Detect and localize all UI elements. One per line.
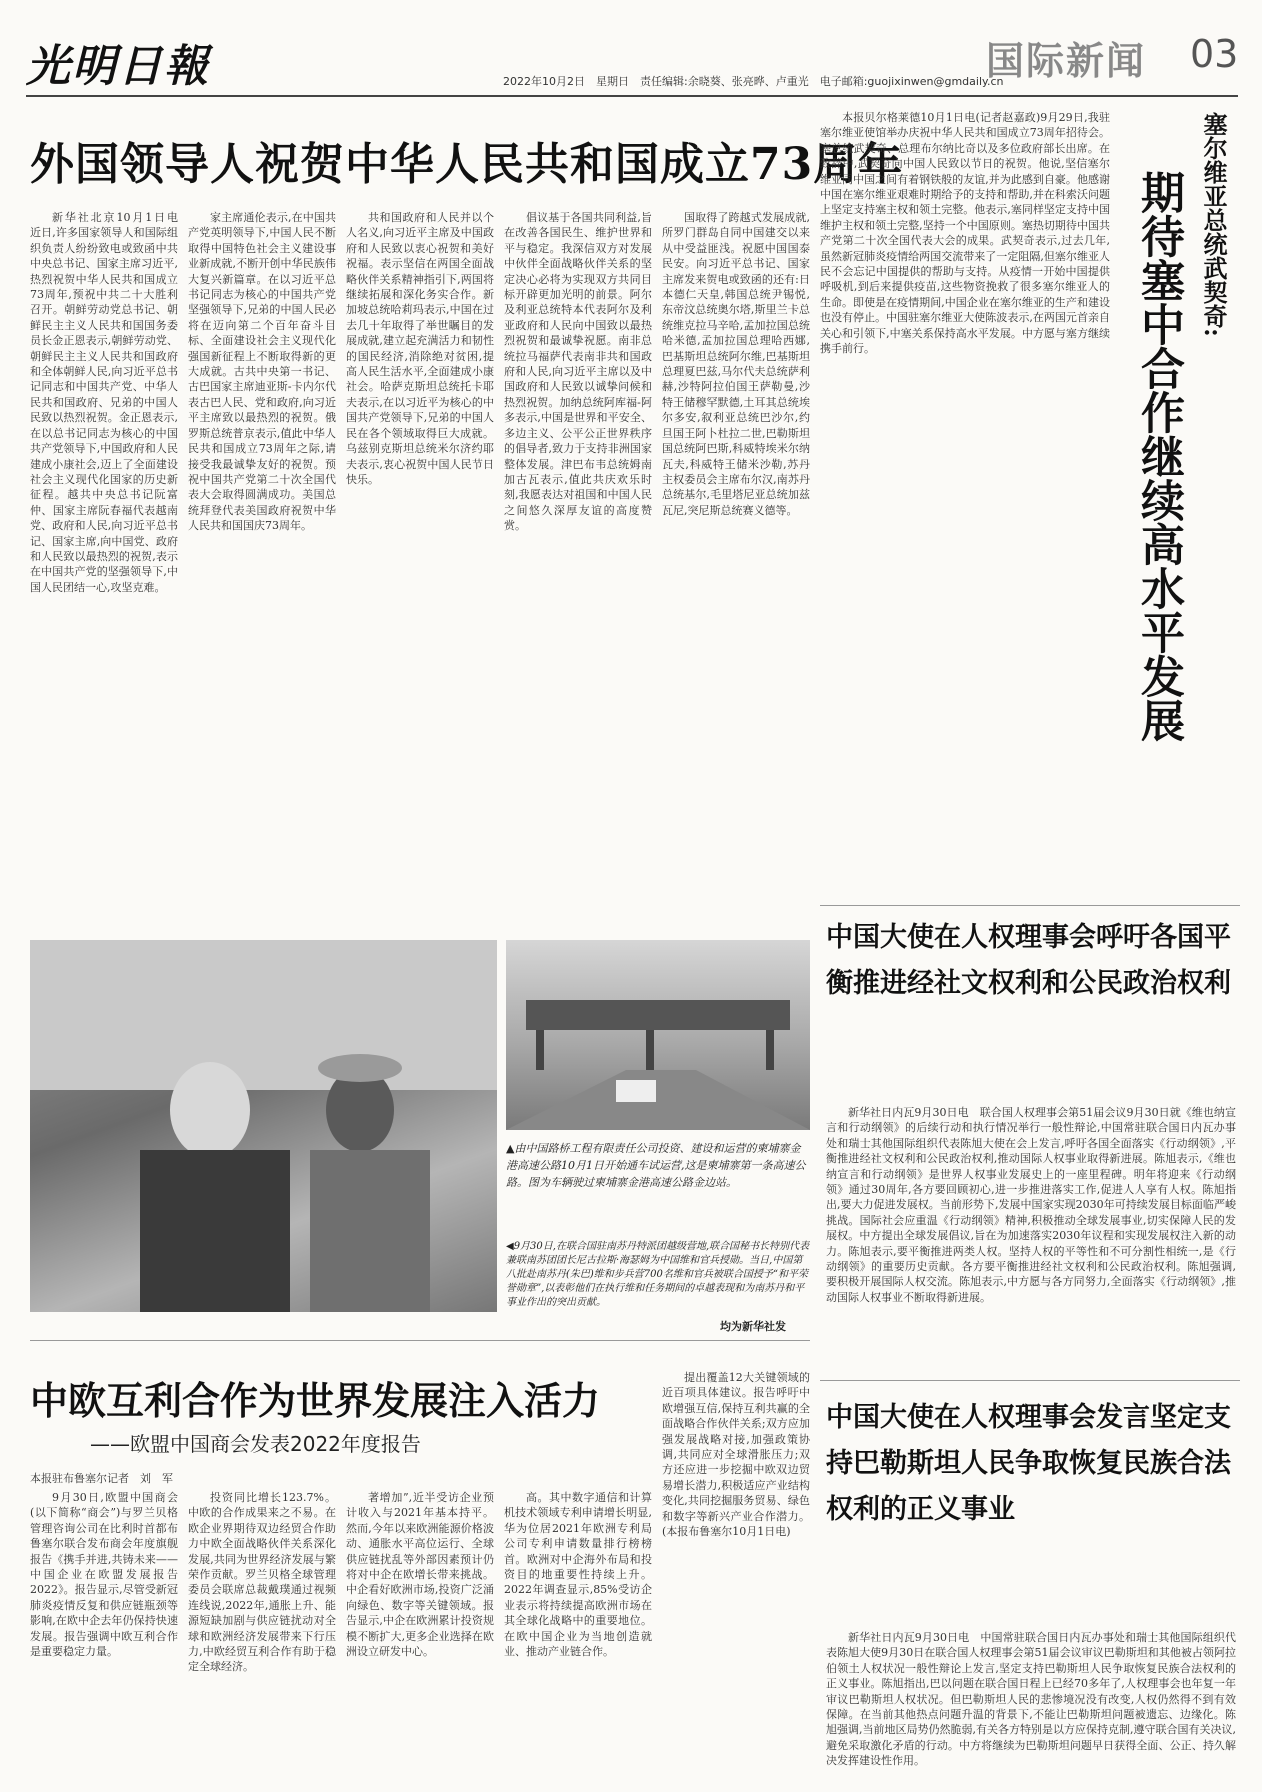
eu-article-col-5 (662, 1370, 810, 1782)
paragraph: 高。其中数字通信和计算机技术领域专利申请增长明显,华为位居2021年欧洲专利局公司专利申请数量排行榜榜首。欧洲对中企海外布局和投资目的地重要性持续上升。2022年调查显示,85%受访企业表示将持续提高欧洲市场在其全球化战略中的重要地位。在欧中国企业为当地创造就业、推动产业链合作。 (504, 1491, 652, 1659)
photo-credit: 均为新华社发 (720, 1320, 786, 1333)
paragraph: 倡议基于各国共同利益,旨在改善各国民生、维护世界和平与稳定。我深信双方对发展中伙伴全面战略伙伴关系的坚定决心必将为实现双方共同目标开辟更加光明的前景。阿尔及利亚总统特本代表阿尔及利亚政府和人民向中国致以最热烈祝贺和最诚挚祝愿。南非总统拉马福萨代表南非共和国政府和人民,向习近平主席以及中国政府和人民致以诚挚问候和热烈祝贺。加纳总统阿库福-阿多表示,中国是世界和平安全、多边主义、公平公正世界秩序的倡导者,致力于支持非洲国家整体发展。津巴布韦总统姆南加古瓦表示,值此共庆欢乐时刻,我愿表达对祖国和中国人民之间悠久深厚友谊的高度赞赏。 (504, 211, 652, 533)
paragraph: 9月30日,欧盟中国商会(以下简称“商会”)与罗兰贝格管理咨询公司在比利时首都布鲁塞尔联合发布商会年度旗舰报告《携手并进,共铸未来——中国企业在欧盟发展报告2022》。报告显示,尽管受新冠肺炎疫情反复和供应链瓶颈等影响,在欧中企去年仍保持快速发展。报告强调中欧互利合作是重要稳定力量。 (30, 1491, 178, 1659)
eu-subtitle: ——欧盟中国商会发表2022年度报告 (90, 1432, 421, 1456)
eu-byline: 本报驻布鲁塞尔记者 刘 军 (30, 1472, 173, 1485)
expressway-photo (506, 940, 810, 1130)
top-rule (26, 95, 1238, 97)
main-article-col-4 (504, 210, 652, 925)
serbia-headline: 期待塞中合作继续高水平发展 (1133, 170, 1184, 742)
divider (820, 1380, 1240, 1381)
eu-article-col-2 (188, 1490, 336, 1782)
eu-article-col-4 (504, 1490, 652, 1782)
eu-headline: 中欧互利合作为世界发展注入活力 (30, 1378, 601, 1423)
peacekeeper-award-illustration (30, 940, 497, 1312)
paragraph: 新华社北京10月1日电 近日,许多国家领导人和国际组织负责人纷纷致电或致函中共中央总书记、国家主席习近平,热烈祝贺中华人民共和国成立73周年,预祝中共二十大胜利召开。朝鲜劳动党总书记、朝鲜民主主义人民共和国国务委员长金正恩表示,朝鲜劳动党、朝鲜民主主义人民共和国政府和全体朝鲜人民,向习近平总书记同志和中国共产党、中华人民共和国政府、兄弟的中国人民致以热烈祝贺。金正恩表示,在以总书记同志为核心的中国共产党领导下,中国政府和人民建成小康社会,迈上了全面建设社会主义现代化国家的历史新征程。越共中央总书记阮富仲、国家主席阮春福代表越南党、政府和人民,向习近平总书记、国家主席,向中国党、政府和人民致以最热烈的祝贺,表示在中国共产党的坚强领导下,中国人民团结一心,攻坚克难。 (30, 211, 189, 594)
dateline: 2022年10月2日 星期日 责任编辑:余晓葵、张亮晔、卢重光 电子邮箱:guojixinwen@gmdaily.cn (503, 75, 1004, 88)
peacekeeper-award-photo (30, 940, 497, 1312)
paragraph: 共和国政府和人民并以个人名义,向习近平主席及中国政府和人民致以衷心祝贺和美好祝福。表示坚信在两国全面战略伙伴关系精神指引下,两国将继续拓展和深化务实合作。新加坡总统哈莉玛表示,中国在过去几十年取得了举世瞩目的发展成就,建立起充满活力和韧性的国民经济,消除绝对贫困,提高人民生活水平,全面建成小康社会。哈萨克斯坦总统托卡耶夫表示,在以习近平为核心的中国共产党领导下,兄弟的中国人民在各个领域取得巨大成就。乌兹别克斯坦总统米尔济约耶夫表示,衷心祝贺中国人民节日快乐。 (346, 211, 494, 486)
main-headline: 外国领导人祝贺中华人民共和国成立73周年 (30, 139, 904, 190)
hrc-palestine-headline: 中国大使在人权理事会发言坚定支持巴勒斯坦人民争取恢复民族合法权利的正义事业 (826, 1402, 1231, 1525)
serbia-kicker: 塞尔维亚总统武契奇: (1199, 112, 1228, 337)
newspaper-logo: 光明日報 (26, 41, 210, 92)
masthead (0, 0, 1262, 100)
main-article-col-5 (662, 210, 810, 925)
paragraph: 新华社日内瓦9月30日电 中国常驻联合国日内瓦办事处和瑞士其他国际组织代表陈旭大使9月30日在联合国人权理事会第51届会议审议巴勒斯坦和其他被占领阿拉伯领土人权状况一般性辩论上发言,坚定支持巴勒斯坦人民争取恢复民族合法权利的正义事业。陈旭指出,巴以问题在联合国日程上已经70多年了,人权理事会也年复一年审议巴勒斯坦人权状况。但巴勒斯坦人民的悲惨境况没有改变,人权仍然得不到有效保障。在当前其他热点问题升温的背景下,不能让巴勒斯坦问题被遗忘、边缘化。陈旭强调,当前地区局势仍然脆弱,有关各方特别是以方应保持克制,遵守联合国有关决议,避免采取激化矛盾的行动。中方将继续为巴勒斯坦问题早日获得全面、公正、持久解决发挥建设性作用。 (826, 1631, 1236, 1768)
photo-caption-expressway: ▲由中国路桥工程有限责任公司投资、建设和运营的柬埔寨金港高速公路10月1日开始通车试运营,这是柬埔寨第一条高速公路。图为车辆驶过柬埔寨金港高速公路金边站。 (506, 1142, 806, 1189)
paragraph: 著增加”,近半受访企业预计收入与2021年基本持平。然而,今年以来欧洲能源价格波动、通胀水平高位运行、全球供应链扰乱等外部因素预计仍将对中企在欧增长带来挑战。中企看好欧洲市场,投资广泛涌向绿色、数字等关键领域。报告显示,中企在欧洲累计投资规模不断扩大,更多企业选择在欧洲设立研发中心。 (346, 1491, 494, 1659)
expressway-illustration (506, 940, 810, 1130)
main-article-col-2 (188, 210, 336, 925)
hrc-development-body (826, 1105, 1236, 1365)
paragraph: 家主席通伦表示,在中国共产党英明领导下,中国人民不断取得中国特色社会主义建设事业新成就,不断开创中华民族伟大复兴新篇章。在以习近平总书记同志为核心的中国共产党坚强领导下,兄弟的中国人民必将在迈向第二个百年奋斗目标、全面建设社会主义现代化强国新征程上不断取得新的更大成就。古共中央第一书记、古巴国家主席迪亚斯-卡内尔代表古巴人民、党和政府,向习近平主席致以最热烈的祝贺。俄罗斯总统普京表示,值此中华人民共和国成立73周年之际,请接受我最诚挚友好的祝贺。预祝中国共产党第二十次全国代表大会取得圆满成功。美国总统拜登代表美国政府祝贺中华人民共和国国庆73周年。 (188, 211, 336, 533)
eu-article-col-3 (346, 1490, 494, 1782)
serbia-article-body (820, 110, 1110, 890)
divider (30, 1340, 810, 1341)
hrc-palestine-body (826, 1630, 1236, 1780)
divider (820, 905, 1240, 906)
photo-caption-peacekeepers: ◀9月30日,在联合国驻南苏丹特派团越级营地,联合国秘书长特别代表兼联南苏团团长尼古拉斯·海瑟姆为中国维和官兵授勋。当日,中国第八批赴南苏丹(朱巴)维和步兵营700名维和官兵被联合国授予“和平荣誉勋章”,以表彰他们在执行维和任务期间的卓越表现和为南苏丹和平事业作出的突出贡献。 (506, 1241, 810, 1308)
paragraph: 提出覆盖12大关键领域的近百项具体建议。报告呼吁中欧增强互信,保持互利共赢的全面战略合作伙伴关系;双方应加强发展战略对接,加强政策协调,共同应对全球滑胀压力;双方还应进一步挖掘中欧双边贸易增长潜力,积极适应产业结构变化,共同挖掘服务贸易、绿色和数字等新兴产业合作潜力。(本报布鲁塞尔10月1日电) (662, 1371, 810, 1539)
section-title: 国际新闻 (986, 38, 1147, 83)
main-article-col-3 (346, 210, 494, 925)
paragraph: 本报贝尔格莱德10月1日电(记者赵嘉政)9月29日,我驻塞尔维亚使馆举办庆祝中华人民共和国成立73周年招待会。塞总统武契奇、总理布尔纳比奇以及多位政府部长出席。在致辞中,武契奇向中国人民致以节日的祝贺。他说,坚信塞尔维亚同中国之间有着钢铁般的友谊,并为此感到自豪。他感谢中国在塞尔维亚艰难时期给予的支持和帮助,并在科索沃问题上坚定支持塞主权和领土完整。他表示,塞同样坚定支持中国维护主权和领土完整,坚持一个中国原则。塞热切期待中国共产党第二十次全国代表大会的成果。武契奇表示,过去几年,虽然新冠肺炎疫情给两国交流带来了一定阻隔,但塞尔维亚人民不会忘记中国提供的帮助与支持。从疫情一开始中国提供呼吸机,到后来提供疫苗,这些物资挽救了很多塞尔维亚人的生命。即使是在疫情期间,中国企业在塞尔维亚的生产和建设也没有停止。中国驻塞尔维亚大使陈波表示,在两国元首亲自关心和引领下,中塞关系保持高水平发展。中方愿与塞方继续携手前行。 (820, 111, 1110, 356)
paragraph: 投资同比增长123.7%。中欧的合作成果来之不易。在欧企业界期待双边经贸合作助力中欧全面战略伙伴关系深化发展,共同为世界经济发展与繁荣作贡献。罗兰贝格全球管理委员会联席总裁戴璞通过视频连线说,2022年,通胀上升、能源短缺加剧与供应链扰动对全球和欧洲经济发展带来下行压力,中欧经贸互利合作有助于稳定全球经济。 (188, 1491, 336, 1674)
page-number: 03 (1190, 32, 1239, 76)
hrc-development-headline: 中国大使在人权理事会呼吁各国平衡推进经社文权利和公民政治权利 (826, 922, 1231, 999)
paragraph: 国取得了跨越式发展成就,所罗门群岛自同中国建交以来从中受益匪浅。祝愿中国国泰民安。向习近平总书记、国家主席发来贺电或致函的还有:日本德仁天皇,韩国总统尹锡悦,东帝汶总统奥尔塔,斯里兰卡总统维克拉马辛哈,孟加拉国总统哈米德,孟加拉国总理哈西娜,巴基斯坦总统阿尔维,巴基斯坦总理夏巴兹,马尔代夫总统萨利赫,沙特阿拉伯国王萨勒曼,沙特王储穆罕默德,土耳其总统埃尔多安,叙利亚总统巴沙尔,约旦国王阿卜杜拉二世,巴勒斯坦国总统阿巴斯,科威特埃米尔纳瓦夫,科威特王储米沙勒,苏丹主权委员会主席布尔汉,南苏丹总统基尔,毛里塔尼亚总统加兹瓦尼,突尼斯总统赛义德等。 (662, 211, 810, 517)
eu-article-col-1 (30, 1490, 178, 1782)
paragraph: 新华社日内瓦9月30日电 联合国人权理事会第51届会议9月30日就《维也纳宣言和行动纲领》的后续行动和执行情况举行一般性辩论,中国常驻联合国日内瓦办事处和瑞士其他国际组织代表陈旭大使在会上发言,呼吁各国全面落实《行动纲领》,平衡推进经社文权利和公民政治权利,推动国际人权事业取得新进展。陈旭表示,《维也纳宣言和行动纲领》是世界人权事业发展史上的一座里程碑。明年将迎来《行动纲领》通过30周年,各方要回顾初心,进一步推进落实工作,促进人人享有人权。陈旭指出,要大力促进发展权。当前形势下,发展中国家实现2030年可持续发展目标面临严峻挑战。国际社会应重温《行动纲领》精神,积极推动全球发展事业,切实保障人民的发展权。中方提出全球发展倡议,旨在为加速落实2030年议程和实现发展权注入新的动力。陈旭表示,要平衡推进两类人权。坚持人权的平等性和不可分割性相统一,是《行动纲领》的重要历史贡献。各方要平衡推进经社文权利和公民政治权利。陈旭强调,要积极开展国际人权交流。陈旭表示,中方愿与各方同努力,全面落实《行动纲领》,推动国际人权事业不断取得新进展。 (826, 1106, 1236, 1304)
main-article-col-1 (30, 210, 189, 925)
